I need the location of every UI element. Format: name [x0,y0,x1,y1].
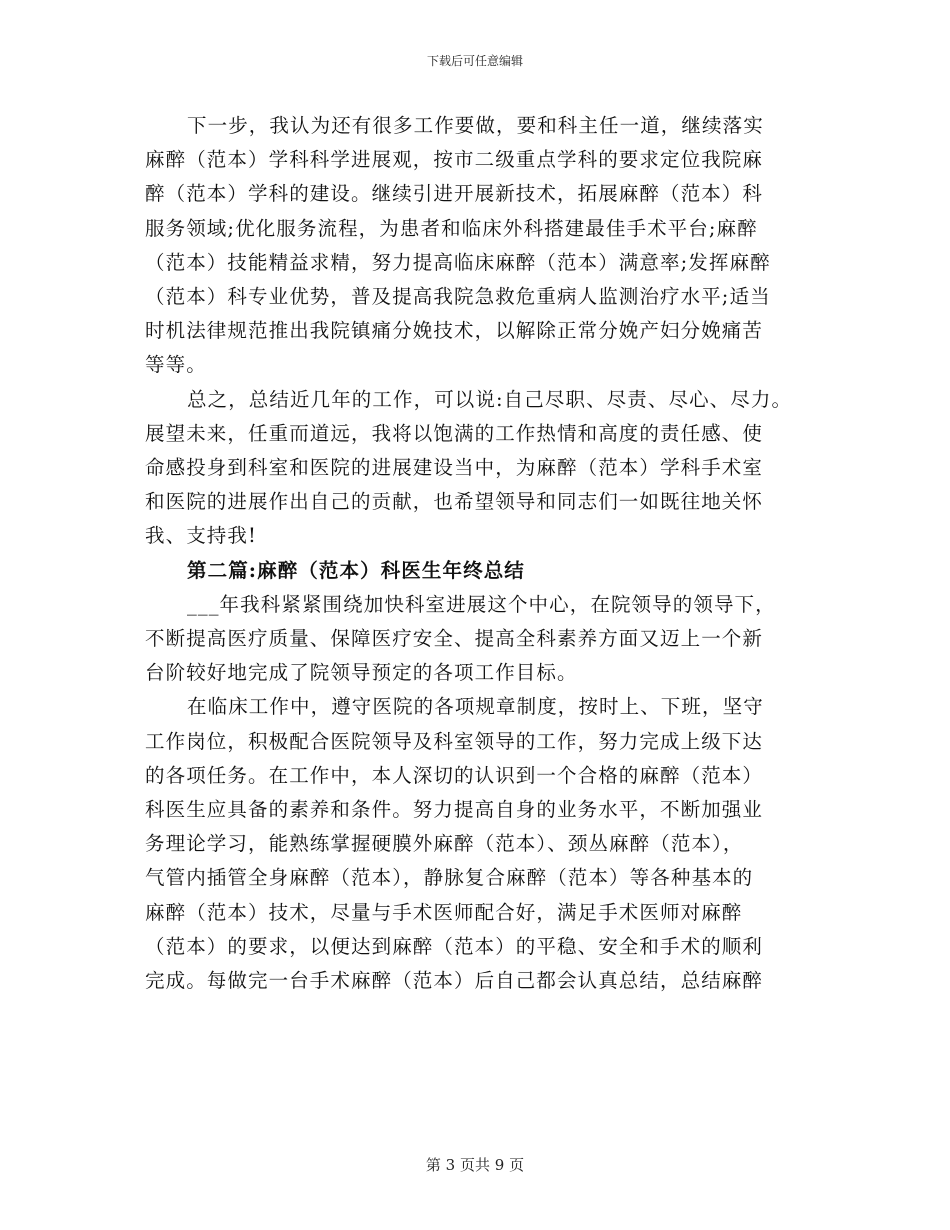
paragraph-line: 等等。 [145,353,207,377]
paragraph-line: 时机法律规范推出我院镇痛分娩技术，以解除正常分娩产妇分娩痛苦 [145,319,764,343]
paragraph-line: 在临床工作中，遵守医院的各项规章制度，按时上、下班，坚守 [187,695,764,719]
paragraph-line: 和医院的进展作出自己的贡献，也希望领导和同志们一如既往地关怀 [145,490,764,514]
paragraph-line: 麻醉（范本）技术，尽量与手术医师配合好，满足手术医师对麻醉 [145,900,743,924]
paragraph-line: （范本）科专业优势，普及提高我院急救危重病人监测治疗水平;适当 [145,285,771,308]
paragraph-line: 醉（范本）学科的建设。继续引进开展新技术，拓展麻醉（范本）科 [145,182,764,206]
paragraph-line: 科医生应具备的素养和条件。努力提高自身的业务水平，不断加强业 [145,798,764,821]
paragraph-line: 麻醉（范本）学科科学进展观，按市二级重点学科的要求定位我院麻 [145,148,764,172]
paragraph-line: 气管内插管全身麻醉（范本），静脉复合麻醉（范本）等各种基本的 [145,866,754,890]
paragraph-line: 完成。每做完一台手术麻醉（范本）后自己都会认真总结，总结麻醉 [145,969,764,992]
paragraph-line: 台阶较好地完成了院领导预定的各项工作目标。 [145,661,578,685]
page-footer: 第 3 页共 9 页 [425,1156,525,1174]
paragraph-line: 命感投身到科室和医院的进展建设当中，为麻醉（范本）学科手术室 [145,456,764,479]
paragraph-line: ___年我科紧紧围绕加快科室进展这个中心，在院领导的领导下， [187,592,776,616]
paragraph-line: 不断提高医疗质量、保障医疗安全、提高全科素养方面又迈上一个新 [145,627,764,650]
paragraph-line: （范本）的要求，以便达到麻醉（范本）的平稳、安全和手术的顺利 [145,934,764,958]
paragraph-line: 展望未来，任重而道远，我将以饱满的工作热情和高度的责任感、使 [145,421,764,445]
paragraph-line: 服务领域;优化服务流程，为患者和临床外科搭建最佳手术平台;麻醉 [145,216,758,240]
paragraph-line: 下一步，我认为还有很多工作要做，要和科主任一道，继续落实 [187,114,764,137]
paragraph-line: （范本）技能精益求精，努力提高临床麻醉（范本）满意率;发挥麻醉 [145,250,771,274]
paragraph-line: 务理论学习，能熟练掌握硬膜外麻醉（范本）、颈丛麻醉（范本）， [145,832,744,856]
paragraph-line: 的各项任务。在工作中，本人深切的认识到一个合格的麻醉（范本） [145,763,764,787]
paragraph-line: 总之，总结近几年的工作，可以说:自己尽职、尽责、尽心、尽力。 [187,387,793,411]
section-heading: 第二篇:麻醉（范本）科医生年终总结 [187,558,525,582]
page-header: 下载后可任意编辑 [426,54,523,68]
paragraph-line: 我、支持我! [145,524,257,548]
paragraph-line: 工作岗位，积极配合医院领导及科室领导的工作，努力完成上级下达 [145,729,764,753]
